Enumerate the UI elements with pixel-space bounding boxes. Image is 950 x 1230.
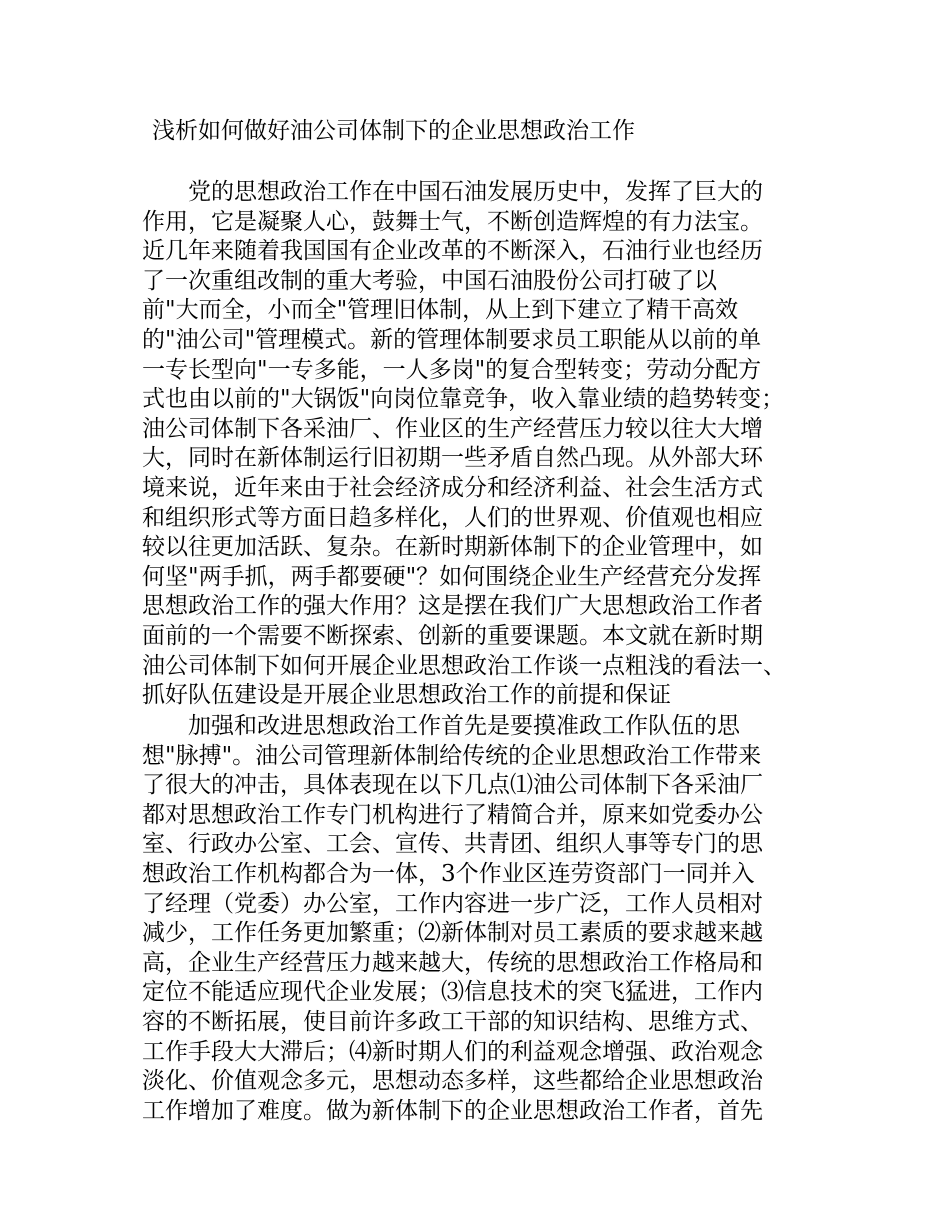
paragraph-1 <box>142 178 842 711</box>
text-line: 前"大而全，小而全"管理旧体制，从上到下建立了精干高效 <box>142 297 739 324</box>
text-line: 大，同时在新体制运行旧初期一些矛盾自然凸现。从外部大环 <box>142 445 763 472</box>
text-line: 面前的一个需要不断探索、创新的重要课题。本文就在新时期 <box>142 622 763 649</box>
text-line: 较以往更加活跃、复杂。在新时期新体制下的企业管理中，如 <box>142 534 763 561</box>
text-line: 作用，它是凝聚人心，鼓舞士气，不断创造辉煌的有力法宝。 <box>142 208 763 235</box>
text-line: 工作增加了难度。做为新体制下的企业思想政治工作者，首先 <box>142 1097 763 1124</box>
document-title: 浅析如何做好油公司体制下的企业思想政治工作 <box>152 118 635 144</box>
text-line: 室、行政办公室、工会、宣传、共青团、组织人事等专门的思 <box>142 831 763 858</box>
text-line: 淡化、价值观念多元，思想动态多样，这些都给企业思想政治 <box>142 1068 763 1095</box>
text-line: 近几年来随着我国国有企业改革的不断深入，石油行业也经历 <box>142 238 763 265</box>
text-line: 了经理（党委）办公室，工作内容进一步广泛，工作人员相对 <box>142 890 763 917</box>
text-line: 减少，工作任务更加繁重；⑵新体制对员工素质的要求越来越 <box>142 920 763 947</box>
text-line: 定位不能适应现代企业发展；⑶信息技术的突飞猛进，工作内 <box>142 979 763 1006</box>
text-line: 境来说，近年来由于社会经济成分和经济利益、社会生活方式 <box>142 474 763 501</box>
text-line: 和组织形式等方面日趋多样化，人们的世界观、价值观也相应 <box>142 504 763 531</box>
text-line: 都对思想政治工作专门机构进行了精简合并，原来如党委办公 <box>142 801 763 828</box>
text-line: 的"油公司"管理模式。新的管理体制要求员工职能从以前的单 <box>142 326 762 353</box>
text-line: 一专长型向"一专多能，一人多岗"的复合型转变；劳动分配方 <box>142 356 762 383</box>
text-line: 党的思想政治工作在中国石油发展历史中，发挥了巨大的 <box>188 179 763 205</box>
text-line: 了一次重组改制的重大考验，中国石油股份公司打破了以 <box>142 267 717 294</box>
text-line: 了很大的冲击，具体表现在以下几点⑴油公司体制下各采油厂 <box>142 772 763 799</box>
text-line: 高，企业生产经营压力越来越大，传统的思想政治工作格局和 <box>142 949 763 976</box>
text-line: 工作手段大大滞后；⑷新时期人们的利益观念增强、政治观念 <box>142 1038 763 1065</box>
text-line: 想"脉搏"。油公司管理新体制给传统的企业思想政治工作带来 <box>142 742 762 769</box>
text-line: 何坚"两手抓，两手都要硬"？如何围绕企业生产经营充分发挥 <box>142 563 762 590</box>
text-line: 油公司体制下各采油厂、作业区的生产经营压力较以往大大增 <box>142 415 763 442</box>
paragraph-2 <box>142 712 842 1126</box>
text-line: 想政治工作机构都合为一体，3个作业区连劳资部门一同并入 <box>142 860 755 887</box>
text-line: 油公司体制下如何开展企业思想政治工作谈一点粗浅的看法一、 <box>142 652 786 679</box>
text-line: 抓好队伍建设是开展企业思想政治工作的前提和保证 <box>142 682 671 709</box>
text-line: 思想政治工作的强大作用？这是摆在我们广大思想政治工作者 <box>142 593 763 620</box>
text-line: 加强和改进思想政治工作首先是要摸准政工作队伍的思 <box>188 713 740 739</box>
text-line: 容的不断拓展，使目前许多政工干部的知识结构、思维方式、 <box>142 1008 763 1035</box>
text-line: 式也由以前的"大锅饭"向岗位靠竞争，收入靠业绩的趋势转变； <box>142 386 785 413</box>
